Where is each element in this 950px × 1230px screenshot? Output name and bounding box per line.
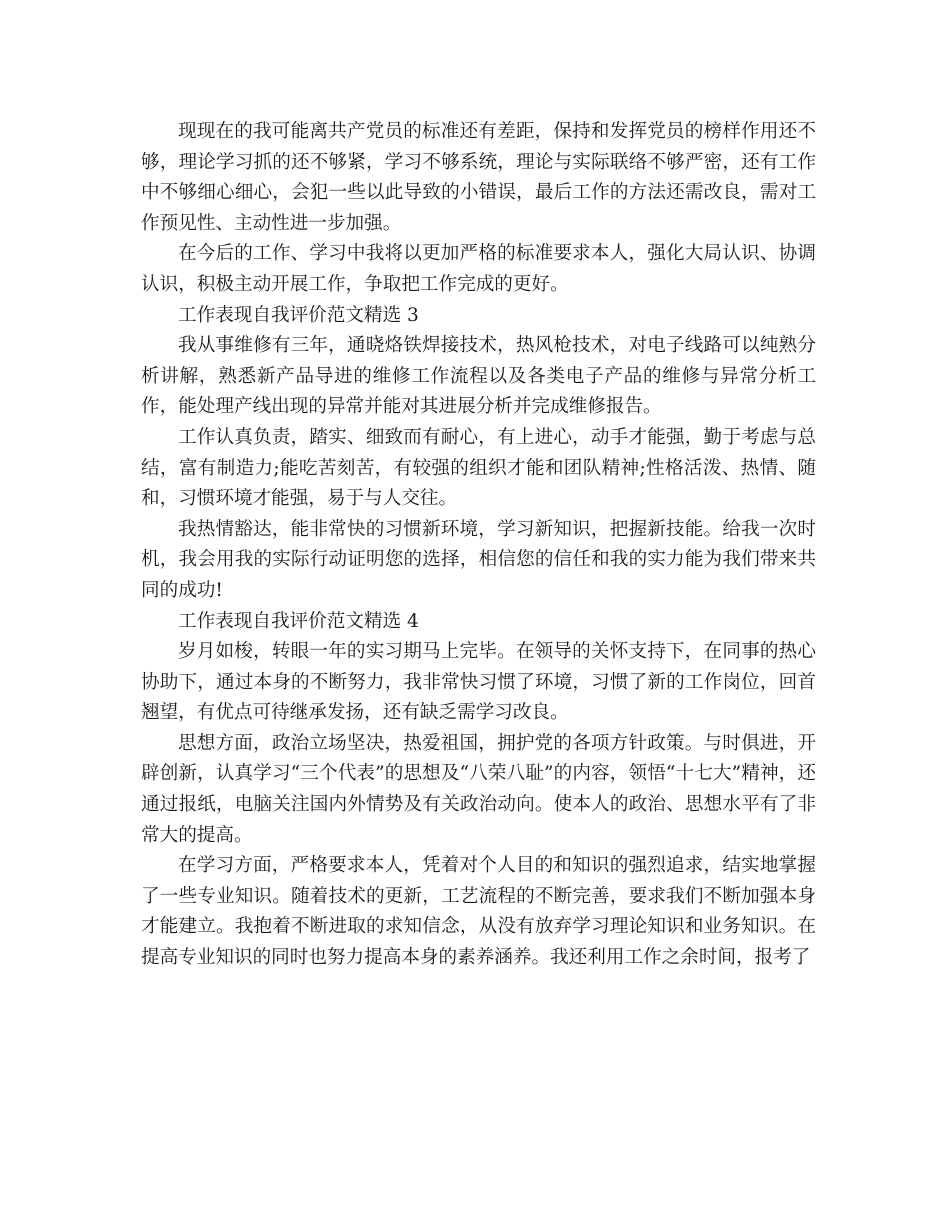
document-body <box>141 117 816 974</box>
paragraph-ideology: 思想方面，政治立场坚决，热爱祖国，拥护党的各项方针政策。与时俱进，开辟创新，认真学习“三个代表”的思想及“八荣八耻”的内容，领悟“十七大”精神，还通过报纸，电脑关注国内外情势及有关政治动向。使本人的政治、思想水平有了非常大的提高。 <box>141 732 816 846</box>
section-heading-3: 工作表现自我评价范文精选 3 <box>178 304 419 326</box>
paragraph-work-attitude: 工作认真负责，踏实、细致而有耐心，有上进心，动手才能强，勤于考虑与总结，富有制造力;能吃苦刻苦，有较强的组织才能和团队精神;性格活泼、热情、随和，习惯环境才能强，易于与人交往。 <box>141 426 816 510</box>
paragraph-study: 在学习方面，严格要求本人，凭着对个人目的和知识的强烈追求，结实地掌握了一些专业知识。随着技术的更新，工艺流程的不断完善，要求我们不断加强本身才能建立。我抱着不断进取的求知信念，从没有放弃学习理论知识和业务知识。在提高专业知识的同时也努力提高本身的素养涵养。我还利用工作之余时间，报考了 <box>141 855 816 969</box>
paragraph-internship-year: 岁月如梭，转眼一年的实习期马上完毕。在领导的关怀支持下，在同事的热心协助下，通过本身的不断努力，我非常快习惯了环境，习惯了新的工作岗位，回首翘望，有优点可待继承发扬，还有缺乏需学习改良。 <box>141 641 816 724</box>
paragraph-repair-experience: 我从事维修有三年，通晓烙铁焊接技术，热风枪技术，对电子线路可以纯熟分析讲解，熟悉新产品导进的维修工作流程以及各类电子产品的维修与异常分析工作，能处理产线出现的异常并能对其进展分析并完成维修报告。 <box>141 335 816 418</box>
paragraph-future-work-resolve: 在今后的工作、学习中我将以更加严格的标准要求本人，强化大局认识、协调认识，积极主动开展工作，争取把工作完成的更好。 <box>141 243 816 295</box>
paragraph-party-member-shortcomings: 现现在的我可能离共产党员的标准还有差距，保持和发挥党员的榜样作用还不够，理论学习抓的还不够紧，学习不够系统，理论与实际联络不够严密，还有工作中不够细心细心，会犯一些以此导致的小错误，最后工作的方法还需改良，需对工作预见性、主动性进一步加强。 <box>141 121 816 234</box>
paragraph-personality: 我热情豁达，能非常快的习惯新环境，学习新知识，把握新技能。给我一次时机，我会用我的实际行动证明您的选择，相信您的信任和我的实力能为我们带来共同的成功! <box>141 518 816 601</box>
section-heading-4: 工作表现自我评价范文精选 4 <box>178 610 419 632</box>
